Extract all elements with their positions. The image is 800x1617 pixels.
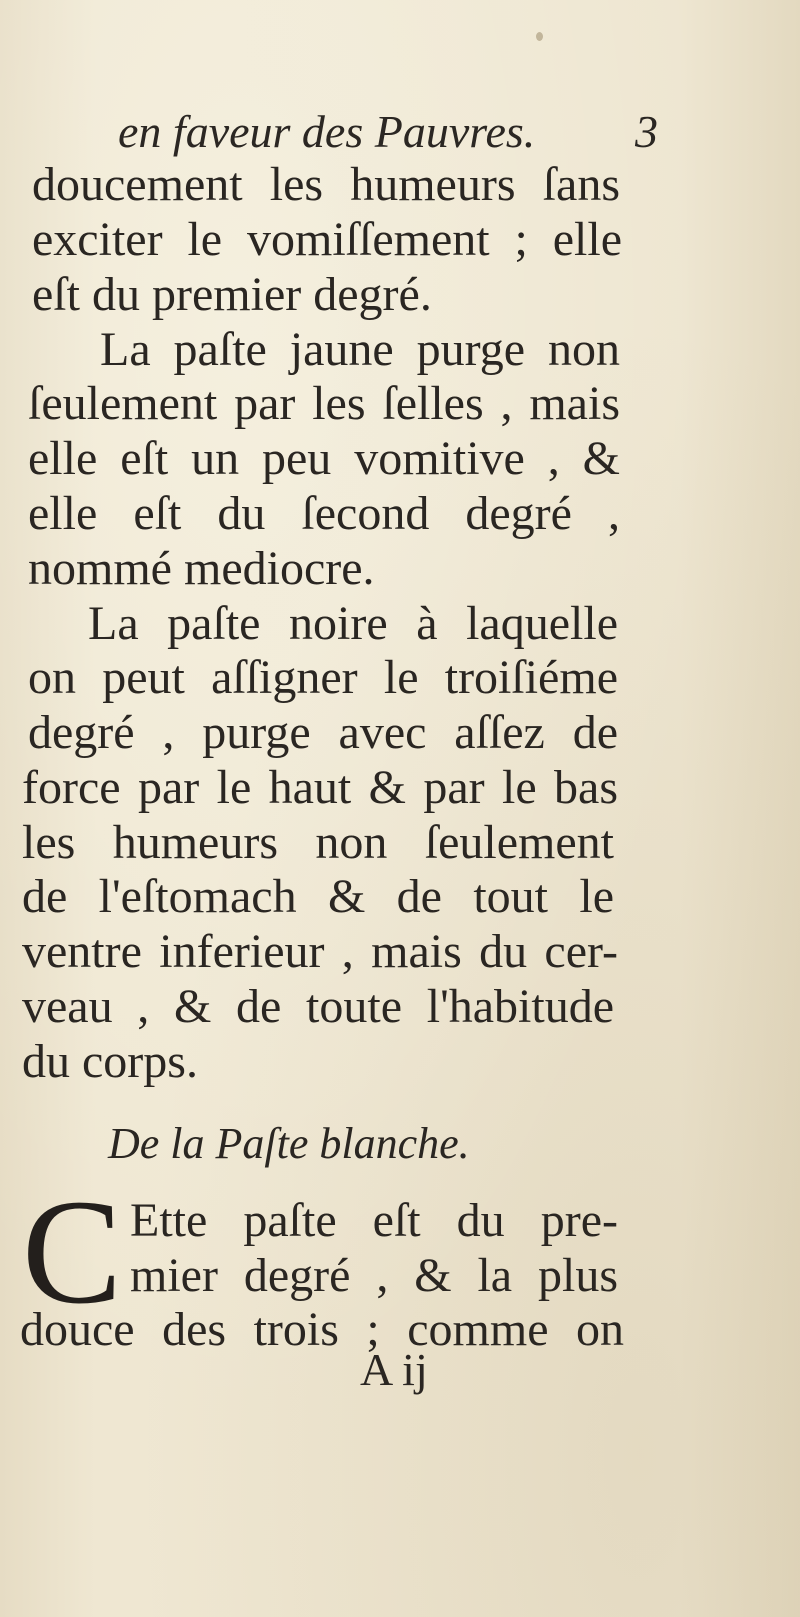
body-line: degré , purge avec aſſez de [28,706,618,759]
body-line: La paſte noire à laquelle [88,597,618,650]
body-line: de l'eſtomach & de tout le [22,870,614,923]
body-line: les humeurs non ſeulement [22,816,614,869]
body-line: elle eſt un peu vomitive , & [28,432,620,485]
body-line: ventre inferieur , mais du cer- [22,925,618,978]
page-number: 3 [635,106,658,157]
section-line: mier degré , & la plus [130,1249,618,1302]
body-line: La paſte jaune purge non [100,323,620,376]
body-line: nommé mediocre. [28,542,375,595]
body-line: eſt du premier degré. [32,268,432,321]
body-line: du corps. [22,1035,198,1088]
running-title: en faveur des Pauvres. [118,106,536,157]
body-line: on peut aſſigner le troiſiéme [28,651,618,704]
section-line: Ette paſte eſt du pre- [130,1194,618,1247]
body-line: exciter le vomiſſement ; elle [32,213,622,266]
section-heading: De la Paſte blanche. [108,1119,470,1168]
body-line: elle eſt du ſecond degré , [28,487,620,540]
section-line: douce des trois ; comme on [20,1303,624,1356]
body-line: doucement les humeurs ſans [32,158,620,211]
body-line: force par le haut & par le bas [22,761,618,814]
signature-mark: A ij [360,1344,428,1395]
paper-spot [536,32,543,41]
body-line: ſeulement par les ſelles , mais [28,377,620,430]
drop-cap: C [22,1169,123,1335]
body-line: veau , & de toute l'habitude [22,980,614,1033]
